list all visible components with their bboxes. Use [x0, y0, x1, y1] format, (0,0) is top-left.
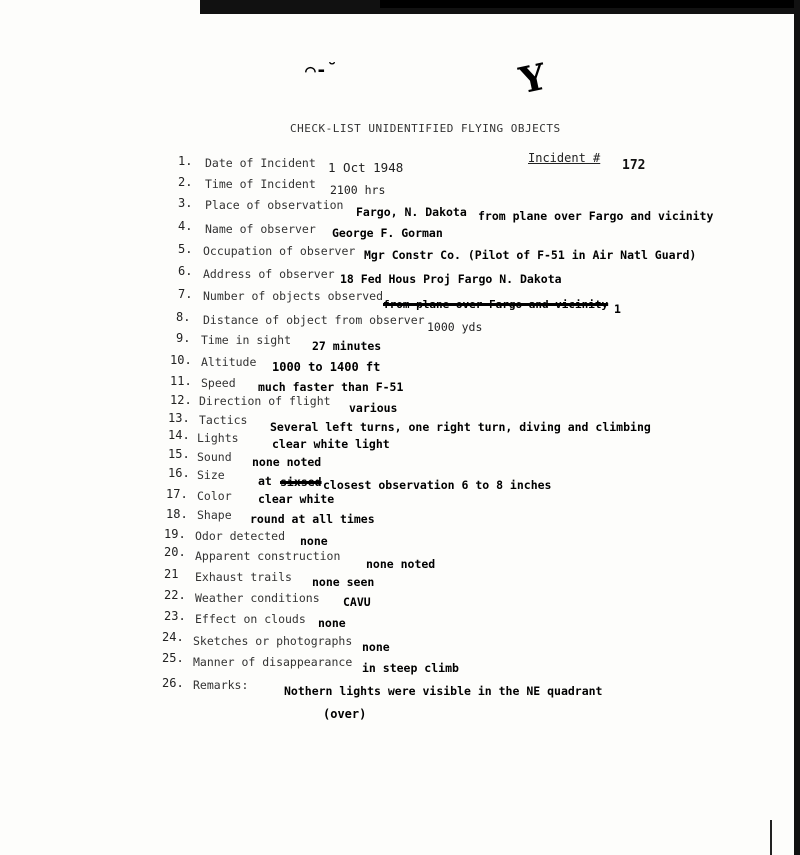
item-value-time-sight: 27 minutes: [312, 339, 382, 353]
item-label-occupation: Occupation of observer: [203, 244, 356, 258]
item-number: 3.: [178, 196, 193, 210]
item-label-direction: Direction of flight: [199, 394, 331, 408]
item-number: 2.: [178, 175, 193, 189]
item-label-number-objects: Number of objects observed: [203, 289, 384, 303]
item-label-time: Time of Incident: [205, 177, 316, 191]
item-value-exhaust: none seen: [312, 575, 375, 589]
item-label-distance: Distance of object from observer: [203, 313, 425, 327]
item-number: 13.: [168, 411, 190, 425]
item-number: 6.: [178, 264, 193, 278]
item-number: 23.: [164, 609, 186, 623]
item-number: 7.: [178, 287, 193, 301]
item-value-place: Fargo, N. Dakota: [356, 205, 467, 219]
item-label-altitude: Altitude: [201, 355, 257, 369]
redacted-text: from plane over Fargo and vicinity: [383, 298, 609, 311]
item-label-color: Color: [197, 489, 232, 503]
item-value-construction: none noted: [366, 557, 436, 571]
item-number: 15.: [168, 447, 190, 461]
handwritten-mark-right: Y: [515, 55, 550, 103]
item-value-size: at: [258, 474, 272, 488]
page-title: CHECK-LIST UNIDENTIFIED FLYING OBJECTS: [290, 122, 561, 135]
item-label-size: Size: [197, 468, 225, 482]
item-value-size-struck: sixsed: [280, 475, 322, 489]
item-label-remarks: Remarks:: [193, 678, 249, 692]
item-value-weather: CAVU: [343, 595, 371, 609]
item-value-time: 2100 hrs: [330, 183, 386, 197]
item-value-date: 1 Oct 1948: [328, 160, 404, 175]
item-number: 16.: [168, 466, 190, 480]
item-number: 24.: [162, 630, 184, 644]
incident-number: 172: [622, 158, 646, 173]
item-value-sound: none noted: [252, 455, 322, 469]
item-number: 1.: [178, 154, 193, 168]
item-value-remarks: Nothern lights were visible in the NE quadrant: [284, 684, 603, 698]
item-label-name: Name of observer: [205, 222, 316, 236]
item-label-clouds: Effect on clouds: [195, 612, 306, 626]
handwritten-mark-left: ⌒-˘: [305, 60, 338, 81]
item-number: 4.: [178, 219, 193, 233]
item-value-tactics: Several left turns, one right turn, diving and climbing: [270, 420, 651, 434]
item-number: 19.: [164, 527, 186, 541]
item-label-odor: Odor detected: [195, 529, 286, 543]
scan-artifact-line: [770, 820, 772, 855]
item-value-number-objects: 1: [614, 302, 621, 316]
footer-over: (over): [323, 707, 367, 721]
item-label-construction: Apparent construction: [195, 549, 341, 563]
item-number: 8.: [176, 310, 191, 324]
item-number: 25.: [162, 651, 184, 665]
item-value-clouds: none: [318, 616, 346, 630]
item-label-speed: Speed: [201, 376, 236, 390]
item-value-lights: clear white light: [272, 437, 390, 451]
item-number: 9.: [176, 331, 191, 345]
item-value-place-extra: from plane over Fargo and vicinity: [478, 209, 714, 223]
item-number: 21: [164, 567, 179, 581]
item-value-shape: round at all times: [250, 512, 375, 526]
item-label-time-sight: Time in sight: [201, 333, 292, 347]
item-label-tactics: Tactics: [199, 413, 248, 427]
item-value-name: George F. Gorman: [332, 226, 443, 240]
item-label-address: Address of observer: [203, 267, 335, 281]
item-label-sound: Sound: [197, 450, 232, 464]
incident-label: Incident #: [528, 151, 601, 165]
item-label-exhaust: Exhaust trails: [195, 570, 292, 584]
item-number: 12.: [170, 393, 192, 407]
item-label-shape: Shape: [197, 508, 232, 522]
item-value-altitude: 1000 to 1400 ft: [272, 360, 381, 374]
item-value-sketches: none: [362, 640, 390, 654]
item-label-sketches: Sketches or photographs: [193, 634, 353, 648]
scan-edge-top-dark: [380, 0, 800, 8]
item-value-distance: 1000 yds: [427, 320, 483, 334]
item-number: 22.: [164, 588, 186, 602]
item-value-color: clear white: [258, 492, 335, 506]
item-value-direction: various: [349, 401, 398, 415]
item-number: 14.: [168, 428, 190, 442]
item-number: 17.: [166, 487, 188, 501]
item-value-speed: much faster than F-51: [258, 380, 404, 394]
item-label-disappearance: Manner of disappearance: [193, 655, 353, 669]
item-value-address: 18 Fed Hous Proj Fargo N. Dakota: [340, 272, 562, 286]
item-value-occupation: Mgr Constr Co. (Pilot of F-51 in Air Natl Guard): [364, 248, 697, 262]
item-label-lights: Lights: [197, 431, 239, 445]
item-number: 5.: [178, 242, 193, 256]
item-number: 20.: [164, 545, 186, 559]
item-label-place: Place of observation: [205, 198, 344, 212]
item-number: 11.: [170, 374, 192, 388]
item-label-weather: Weather conditions: [195, 591, 320, 605]
item-value-odor: none: [300, 534, 328, 548]
item-value-size-extra: closest observation 6 to 8 inches: [323, 478, 552, 492]
item-number: 10.: [170, 353, 192, 367]
item-value-disappearance: in steep climb: [362, 661, 459, 675]
scan-edge-right: [794, 0, 800, 855]
item-label-date: Date of Incident: [205, 156, 316, 170]
item-number: 18.: [166, 507, 188, 521]
item-number: 26.: [162, 676, 184, 690]
